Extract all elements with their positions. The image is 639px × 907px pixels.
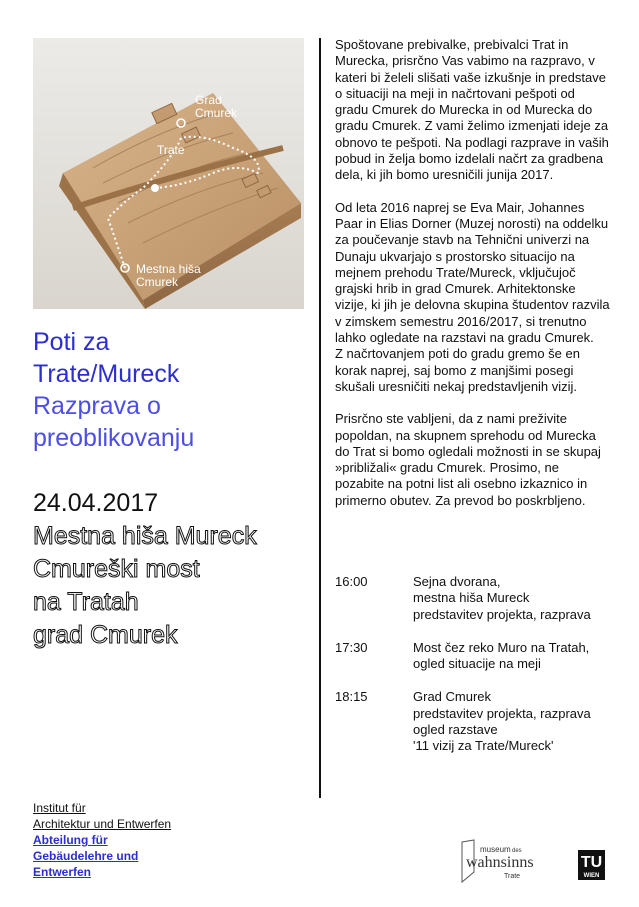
- footer-link-gebaeudelehre[interactable]: Gebäudelehre und: [33, 849, 139, 863]
- svg-text:WIEN: WIEN: [583, 873, 600, 879]
- event-location-3: na Tratah: [33, 588, 139, 616]
- model-photo: [33, 38, 304, 309]
- schedule: [335, 574, 625, 772]
- paragraph-invitation: Spoštovane prebivalke, prebivalci Trat in Murecka, prisrčno Vas vabimo na razpravo, v kateri bi želeli slišati vaše izkušnje in predstave o situaciji na meji in načrtovani pešpoti od gradu Cmurek do Murecka in od Murecka do gradu Cmurek. Z vami želimo izmenjati ideje za obnovo te pešpoti. Na podlagi razprave in vaših pobud in želja bomo izdelali načrt za gradbena dela, ki jih bomo uresničili junija 2017.: [335, 37, 609, 183]
- title-line-1: Poti za: [33, 328, 110, 356]
- footer-line-institut[interactable]: Institut für: [33, 801, 86, 815]
- page-title: [33, 326, 313, 454]
- label-trate: Trate: [157, 143, 185, 157]
- svg-text:Trate: Trate: [504, 873, 521, 880]
- label-mestna-hisa: Mestna hiša Cmurek: [136, 262, 201, 289]
- schedule-row: [335, 640, 625, 673]
- paragraph-walk: Prisrčno ste vabljeni, da z nami preživite popoldan, na skupnem sprehodu od Murecka do Trat si bomo ogledali možnosti in se skupaj »približali« gradu Cmurek. Prosimo, ne pozabite na potni list ali osebno izkaznico in primerno obutev. Za prevod bo poskrbljeno.: [335, 411, 601, 508]
- paragraph-plan: Z načrtovanjem poti do gradu gremo še en korak naprej, saj bomo z manjšimi posegi skušali uresničiti nekaj predstavljenih vizij.: [335, 346, 580, 394]
- schedule-time: 18:15: [335, 689, 368, 705]
- schedule-row: [335, 689, 625, 754]
- footer-line-architektur[interactable]: Architektur und Entwerfen: [33, 817, 172, 831]
- svg-text:wahnsinns: wahnsinns: [466, 854, 534, 871]
- event-location-1: Mestna hiša Mureck: [33, 522, 257, 550]
- schedule-description: Sejna dvorana, mestna hiša Mureck predstavitev projekta, razprava: [413, 574, 591, 622]
- event-location-2: Cmureški most: [33, 555, 200, 583]
- label-grad: Grad Cmurek: [195, 93, 238, 120]
- event-date: 24.04.2017: [33, 489, 159, 517]
- schedule-description: Grad Cmurek predstavitev projekta, razprava ogled razstave '11 vizij za Trate/Mureck': [413, 689, 591, 754]
- title-line-3: Razprava o: [33, 392, 161, 420]
- footer-link-abteilung[interactable]: Abteilung für: [33, 833, 108, 847]
- footer-link-entwerfen[interactable]: Entwerfen: [33, 865, 92, 879]
- schedule-row: [335, 574, 625, 623]
- title-line-2: Trate/Mureck: [33, 360, 180, 388]
- event-info: [33, 487, 313, 652]
- tu-wien-logo: [578, 850, 605, 880]
- title-line-4: preoblikovanju: [33, 424, 195, 452]
- schedule-description: Most čez reko Muro na Tratah, ogled situacije na meji: [413, 639, 590, 672]
- svg-text:museum: museum: [480, 845, 511, 854]
- footer-institute: [33, 800, 233, 880]
- museum-des-wahnsinns-logo: [460, 838, 562, 886]
- body-text: [335, 37, 610, 525]
- svg-text:des: des: [512, 848, 522, 854]
- schedule-time: 17:30: [335, 639, 368, 655]
- svg-text:TU: TU: [580, 854, 603, 871]
- schedule-time: 16:00: [335, 574, 368, 589]
- column-divider: [319, 38, 321, 798]
- paragraph-background: Od leta 2016 naprej se Eva Mair, Johannes Paar in Elias Dorner (Muzej norosti) na oddelku za poučevanje stavb na Tehnični univerzi na Dunaju ukvarjajo s prostorsko situacijo na mejnem prehodu Trate/Mureck, vključujoč grajski hrib in grad Cmurek. Arhitektonske vizije, ki jih je delovna skupina študentov razvila v zimskem semestru 2016/2017, si trenutno lahko ogledate na razstavi na gradu Cmurek.: [335, 199, 610, 346]
- event-location-4: grad Cmurek: [33, 621, 178, 649]
